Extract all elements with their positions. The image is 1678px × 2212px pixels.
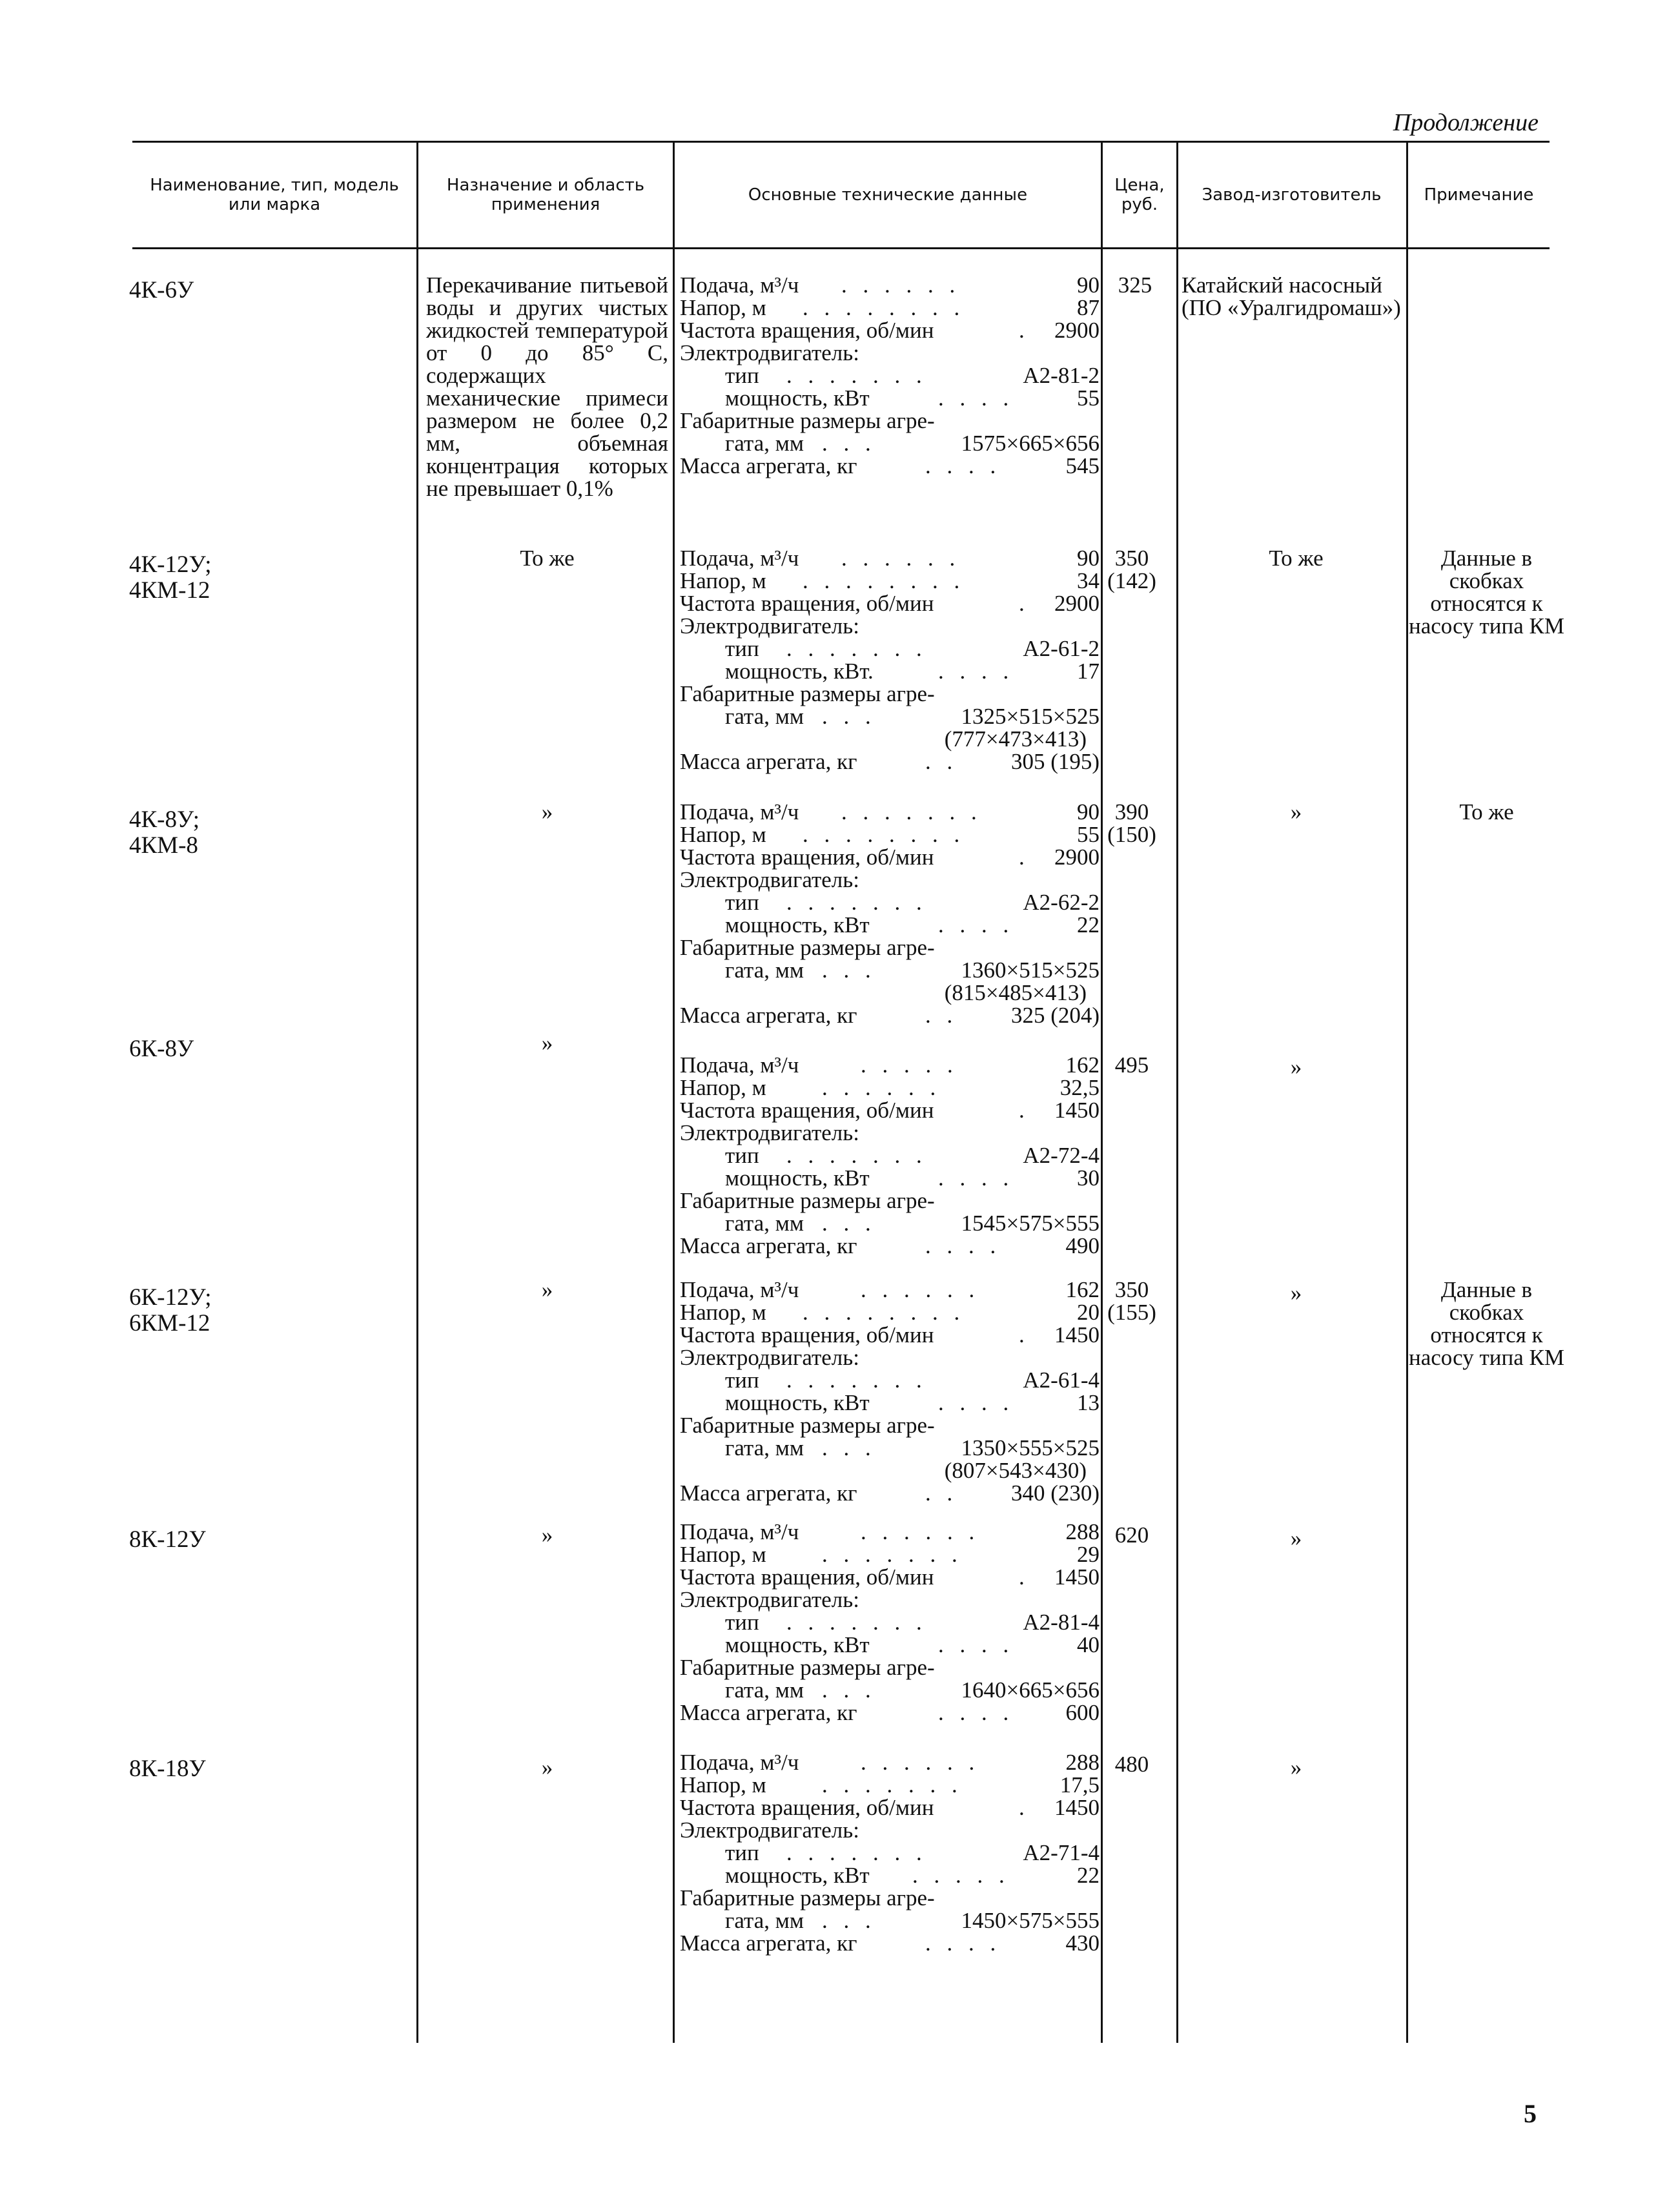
power-label: мощность, кВт [725,1863,870,1888]
column-divider-2 [673,141,675,2043]
flow-value: 162 [1065,1052,1100,1078]
type-value: А2-61-2 [1023,636,1100,661]
dims-label-2: гата, мм [725,1435,804,1460]
power-value: 17 [1077,659,1100,684]
rpm-value: 2900 [1054,591,1100,616]
flow-value: 288 [1065,1519,1100,1544]
header-bottom-rule [132,247,1550,249]
mass-value: 490 [1065,1233,1100,1258]
page-number: 5 [1524,2099,1537,2128]
head-value: 55 [1077,822,1100,847]
mass-value: 430 [1065,1930,1100,1956]
table-top-rule [132,141,1550,143]
head-value: 87 [1077,295,1100,320]
mass-value: 340 (230) [1010,1480,1100,1506]
rpm-value: 1450 [1054,1795,1100,1820]
header-price: Цена, руб. [1114,176,1165,214]
head-label: Напор, м [680,1300,766,1325]
flow-value: 90 [1077,546,1100,571]
motor-label: Электродвигатель: [680,867,859,892]
rpm-value: 1450 [1054,1098,1100,1123]
maker-cell: » [1290,1526,1302,1551]
rpm-value: 2900 [1054,845,1100,870]
column-divider-4 [1176,141,1178,2043]
motor-label: Электродвигатель: [680,340,859,365]
head-label: Напор, м [680,568,766,593]
maker-cell: » [1290,1280,1302,1306]
dims-value: 1360×515×525 [961,958,1100,983]
type-label: тип [725,1367,759,1393]
power-label: мощность, кВт [725,385,870,411]
head-label: Напор, м [680,1772,766,1797]
header-name: Наименование, тип, модель или марка [150,176,399,214]
spec-block: Подача, м³/ч . . . . . 162 Напор, м . . . . . . 32,5 Частота вращения, об/мин . 1450 Электродвигатель: тип . . . . . . . А2-72-4 мощность, кВт . . . . 30 Габаритные размеры агре- гата, мм . . . 1545×575×555 Масса агрегата, кг . . . . 490 [680,1052,1100,1258]
rpm-label: Частота вращения, об/мин [680,591,934,616]
model-cell: 4К-12У; 4КМ-12 [129,551,212,604]
rpm-label: Частота вращения, об/мин [680,1564,934,1590]
price-cell: 350 (155) [1107,1277,1156,1325]
header-note: Примечание [1424,185,1534,205]
price-cell: 390 (150) [1107,799,1156,847]
mass-value: 600 [1065,1700,1100,1725]
power-value: 22 [1077,912,1100,937]
flow-value: 90 [1077,272,1100,298]
note-cell: То же [1459,799,1514,824]
power-value: 22 [1077,1863,1100,1888]
spec-block: Подача, м³/ч . . . . . . 162 Напор, м . . . . . . . . 20 Частота вращения, об/мин . 1450 Электродвигатель: тип . . . . . . . А2-61-4 мощность, кВт . . . . 13 Габаритные размеры агре- гата, мм . . . 1350×555×525 (807×543×430) Масса агрегата, кг . . 340 (230) [680,1277,1100,1506]
dims-label-2: гата, мм [725,1908,804,1933]
spec-block: Подача, м³/ч . . . . . . . 90 Напор, м . . . . . . . . 55 Частота вращения, об/мин . 2900 Электродвигатель: тип . . . . . . . А2-62-2 мощность, кВт . . . . 22 Габаритные размеры агре- гата, мм . . . 1360×515×525 (815×485×413) Масса агрегата, кг . . 325 (204) [680,799,1100,1028]
type-label: тип [725,363,759,388]
motor-label: Электродвигатель: [680,613,859,639]
type-label: тип [725,636,759,661]
head-value: 34 [1077,568,1100,593]
price-cell: 325 [1118,272,1152,298]
price-cell: 495 [1114,1052,1149,1078]
type-label: тип [725,1610,759,1635]
flow-value: 162 [1065,1277,1100,1302]
power-value: 30 [1077,1165,1100,1191]
dims-label: Габаритные размеры агре- [680,681,935,706]
flow-label: Подача, м³/ч [680,546,799,571]
mass-value: 305 (195) [1010,749,1100,774]
purpose-cell: » [541,799,553,824]
head-label: Напор, м [680,1542,766,1567]
power-label: мощность, кВт [725,1390,870,1415]
power-label: мощность, кВт [725,1165,870,1191]
dims-value: 1640×665×656 [961,1677,1100,1703]
power-label: мощность, кВт [725,912,870,937]
dims-label-2: гата, мм [725,704,804,729]
purpose-cell: То же [520,546,575,571]
header-specs: Основные технические данные [748,185,1028,205]
spec-block: Подача, м³/ч . . . . . . 90 Напор, м . . . . . . . . 87 Частота вращения, об/мин . 2900 Электродвигатель: тип . . . . . . . А2-81-2 мощность, кВт . . . . 55 Габаритные размеры агре- гата, мм . . . 1575×665×656 Масса агрегата, кг . . . . 545 [680,272,1100,478]
flow-label: Подача, м³/ч [680,272,799,298]
rpm-label: Частота вращения, об/мин [680,1098,934,1123]
price-cell: 480 [1114,1752,1149,1777]
model-cell: 6К-8У [129,1036,194,1062]
dims-value: 1575×665×656 [961,431,1100,456]
column-divider-1 [416,141,418,2043]
purpose-cell: » [541,1030,553,1056]
spec-block: Подача, м³/ч . . . . . . 288 Напор, м . . . . . . . 29 Частота вращения, об/мин . 1450 Электродвигатель: тип . . . . . . . А2-81-4 мощность, кВт . . . . 40 Габаритные размеры агре- гата, мм . . . 1640×665×656 Масса агрегата, кг . . . . 600 [680,1519,1100,1725]
maker-cell: » [1290,799,1302,824]
header-purpose: Назначение и область применения [446,176,645,214]
header-maker: Завод-изготовитель [1202,185,1382,205]
head-value: 17,5 [1059,1772,1100,1797]
rpm-label: Частота вращения, об/мин [680,318,934,343]
type-value: А2-81-4 [1023,1610,1100,1635]
rpm-value: 1450 [1054,1564,1100,1590]
type-value: А2-62-2 [1023,890,1100,915]
rpm-value: 1450 [1054,1322,1100,1347]
type-label: тип [725,1840,759,1865]
model-cell: 6К-12У; 6КМ-12 [129,1284,212,1336]
power-label: мощность, кВт. [725,659,874,684]
flow-label: Подача, м³/ч [680,1052,799,1078]
dims-label-2: гата, мм [725,431,804,456]
power-value: 13 [1077,1390,1100,1415]
purpose-cell: Перекачивание питьевой воды и других чистых жидкостей температурой от 0 до 85° С, содержащих механические примеси размером не более 0,2 мм, объемная концентрация которых не превышает 0,1% [426,272,668,501]
mass-value: 545 [1065,453,1100,478]
rpm-label: Частота вращения, об/мин [680,1795,934,1820]
mass-value: 325 (204) [1010,1003,1100,1028]
dims-label-2: гата, мм [725,1211,804,1236]
dims-label: Габаритные размеры агре- [680,1885,935,1910]
price-cell: 620 [1114,1522,1149,1548]
model-cell: 8К-12У [129,1526,206,1553]
head-label: Напор, м [680,295,766,320]
type-label: тип [725,890,759,915]
mass-label: Масса агрегата, кг [680,1700,857,1725]
model-cell: 8К-18У [129,1756,206,1782]
flow-label: Подача, м³/ч [680,799,799,824]
dims-value: 1325×515×525 [961,704,1100,729]
type-value: А2-61-4 [1023,1367,1100,1393]
dims-label-2: гата, мм [725,1677,804,1703]
dims-label: Габаритные размеры агре- [680,1413,935,1438]
note-cell: Данные в скобках относятся к насосу типа КМ [1408,546,1564,639]
dims-alt-value: (777×473×413) [944,726,1087,752]
dims-alt-value: (807×543×430) [944,1458,1087,1483]
dims-label: Габаритные размеры агре- [680,1655,935,1680]
motor-label: Электродвигатель: [680,1587,859,1612]
purpose-cell: » [541,1522,553,1548]
head-label: Напор, м [680,1075,766,1100]
spec-block: Подача, м³/ч . . . . . . 90 Напор, м . . . . . . . . 34 Частота вращения, об/мин . 2900 Электродвигатель: тип . . . . . . . А2-61-2 мощность, кВт. . . . . 17 Габаритные размеры агре- гата, мм . . . 1325×515×525 (777×473×413) Масса агрегата, кг . . 305 (195) [680,546,1100,774]
power-value: 40 [1077,1632,1100,1657]
model-cell: 4К-6У [129,277,194,303]
dims-label: Габаритные размеры агре- [680,408,935,433]
dims-alt-value: (815×485×413) [944,980,1087,1005]
mass-label: Масса агрегата, кг [680,1480,857,1506]
motor-label: Электродвигатель: [680,1818,859,1843]
model-cell: 4К-8У; 4КМ-8 [129,806,200,859]
head-value: 29 [1077,1542,1100,1567]
purpose-cell: » [541,1755,553,1780]
maker-cell: Катайский насосный (ПО «Уралгидромаш») [1182,272,1401,320]
mass-label: Масса агрегата, кг [680,453,857,478]
maker-cell: » [1290,1054,1302,1080]
flow-label: Подача, м³/ч [680,1277,799,1302]
dims-label: Габаритные размеры агре- [680,935,935,960]
rpm-value: 2900 [1054,318,1100,343]
type-label: тип [725,1143,759,1168]
rpm-label: Частота вращения, об/мин [680,1322,934,1347]
type-value: А2-71-4 [1023,1840,1100,1865]
power-value: 55 [1077,385,1100,411]
flow-value: 288 [1065,1750,1100,1775]
note-cell: Данные в скобках относятся к насосу типа КМ [1408,1277,1564,1370]
mass-label: Масса агрегата, кг [680,1003,857,1028]
mass-label: Масса агрегата, кг [680,1930,857,1956]
mass-label: Масса агрегата, кг [680,749,857,774]
head-label: Напор, м [680,822,766,847]
maker-cell: То же [1269,546,1324,571]
dims-label: Габаритные размеры агре- [680,1188,935,1213]
spec-block: Подача, м³/ч . . . . . . 288 Напор, м . . . . . . . 17,5 Частота вращения, об/мин . 1450 Электродвигатель: тип . . . . . . . А2-71-4 мощность, кВт . . . . . 22 Габаритные размеры агре- гата, мм . . . 1450×575×555 Масса агрегата, кг . . . . 430 [680,1750,1100,1956]
purpose-cell: » [541,1277,553,1302]
head-value: 20 [1077,1300,1100,1325]
power-label: мощность, кВт [725,1632,870,1657]
dims-label-2: гата, мм [725,958,804,983]
type-value: А2-81-2 [1023,363,1100,388]
flow-label: Подача, м³/ч [680,1519,799,1544]
dims-value: 1450×575×555 [961,1908,1100,1933]
type-value: А2-72-4 [1023,1143,1100,1168]
rpm-label: Частота вращения, об/мин [680,845,934,870]
head-value: 32,5 [1059,1075,1100,1100]
dims-value: 1545×575×555 [961,1211,1100,1236]
price-cell: 350 (142) [1107,546,1156,593]
motor-label: Электродвигатель: [680,1345,859,1370]
mass-label: Масса агрегата, кг [680,1233,857,1258]
dims-value: 1350×555×525 [961,1435,1100,1460]
motor-label: Электродвигатель: [680,1120,859,1145]
flow-value: 90 [1077,799,1100,824]
continuation-label: Продолжение [1393,109,1539,136]
maker-cell: » [1290,1755,1302,1780]
flow-label: Подача, м³/ч [680,1750,799,1775]
